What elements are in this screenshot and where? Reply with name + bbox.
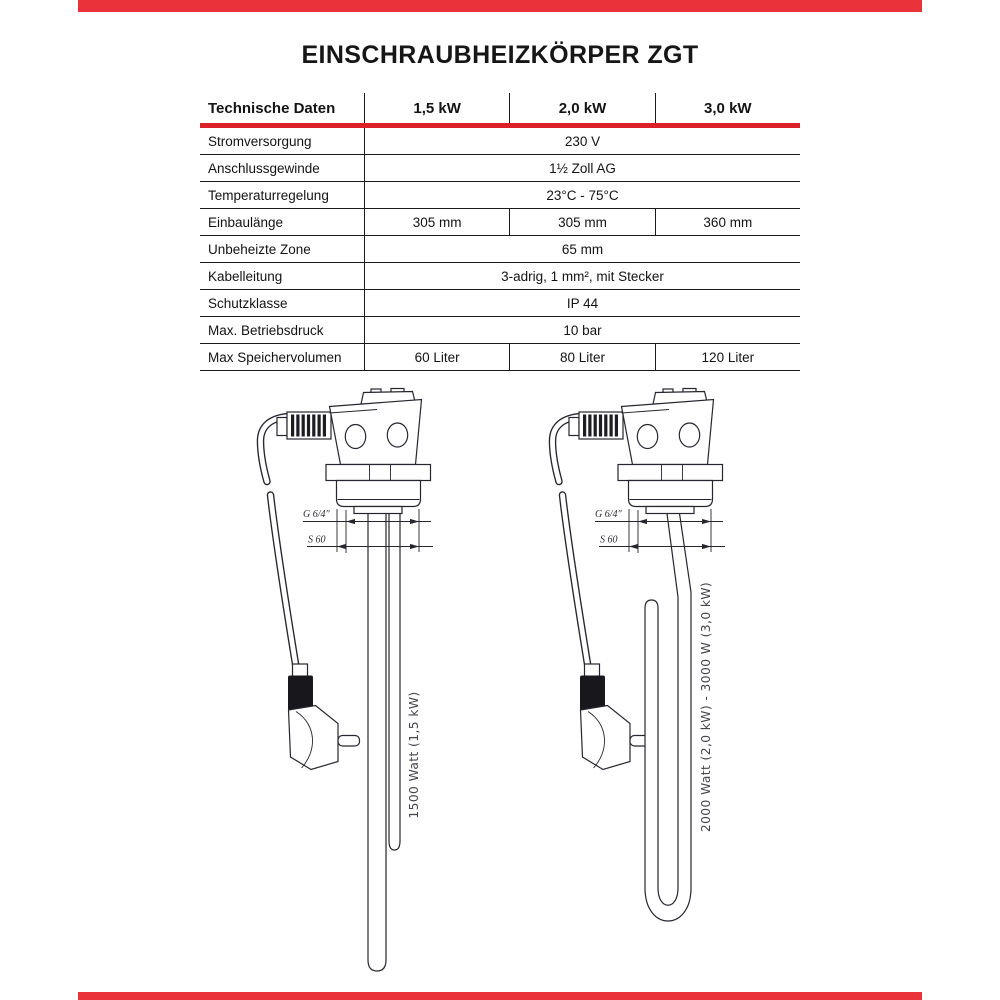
heater-tube-long [368,513,386,971]
row-value: 80 Liter [509,344,654,370]
table-header-row [200,93,800,123]
row-value: 10 bar [563,322,602,338]
row-label: Max. Betriebsdruck [200,317,365,343]
plug-pin [338,736,360,747]
thread-dimension-label: G 6/4″ [303,509,330,520]
table-row [200,317,800,344]
row-value: 360 mm [655,209,800,235]
row-label: Stromversorgung [200,128,365,154]
row-label: Kabelleitung [200,263,365,289]
row-value: 23°C - 75°C [546,187,619,203]
table-row [200,128,800,155]
row-label: Unbeheizte Zone [200,236,365,262]
cap-nut-circle [387,423,407,447]
header-label: Technische Daten [200,93,365,123]
hairpin-tube [645,510,691,921]
table-row [200,290,800,317]
table-row [200,209,800,236]
cap-nut-circle [345,425,365,449]
schuko-plug-body [289,706,339,770]
table-row [200,344,800,371]
table-row [200,263,800,290]
row-value: IP 44 [566,295,599,311]
left-wattage-caption: 1500 Watt (1,5 kW) [407,691,421,819]
row-value: 1½ Zoll AG [549,160,616,176]
row-value: 3-adrig, 1 mm², mit Stecker [501,268,664,284]
row-label: Temperaturregelung [200,182,365,208]
page-title: EINSCHRAUBHEIZKÖRPER ZGT [301,41,699,69]
right-wattage-caption: 2000 Watt (2,0 kW) - 3000 W (3,0 kW) [699,581,713,833]
dimension-annotations-right [595,509,725,553]
header-col-3: 3,0 kW [655,93,800,123]
gland-stub [277,418,287,436]
thread-lip [354,507,402,514]
top-red-bar [78,0,922,12]
header-col-2: 2,0 kW [509,93,654,123]
row-value: 60 Liter [414,349,460,365]
row-value: 120 Liter [655,344,800,370]
sensor-tube [389,513,400,850]
table-row [200,155,800,182]
spec-table [200,93,800,371]
row-value: 305 mm [509,209,654,235]
table-row [200,236,800,263]
row-value: 65 mm [561,241,604,257]
heating-rod-straight [368,513,400,971]
technical-drawings [200,380,820,992]
table-row [200,182,800,209]
wrench-dimension-label: S 60 [308,534,326,546]
row-value: 230 V [564,133,601,149]
row-label: Schutzklasse [200,290,365,316]
header-col-1: 1,5 kW [413,99,461,117]
row-label: Einbaulänge [200,209,365,235]
plug-collar [293,664,308,677]
row-label: Max Speichervolumen [200,344,365,370]
flange-band [326,465,431,481]
hex-nut [337,481,421,507]
row-label: Anschlussgewinde [200,155,365,181]
thermostat-head [277,389,431,514]
bottom-red-bar [78,992,922,1000]
heating-rod-hairpin [645,510,691,921]
thermostat-head-right [569,389,723,514]
row-value: 305 mm [412,214,462,230]
